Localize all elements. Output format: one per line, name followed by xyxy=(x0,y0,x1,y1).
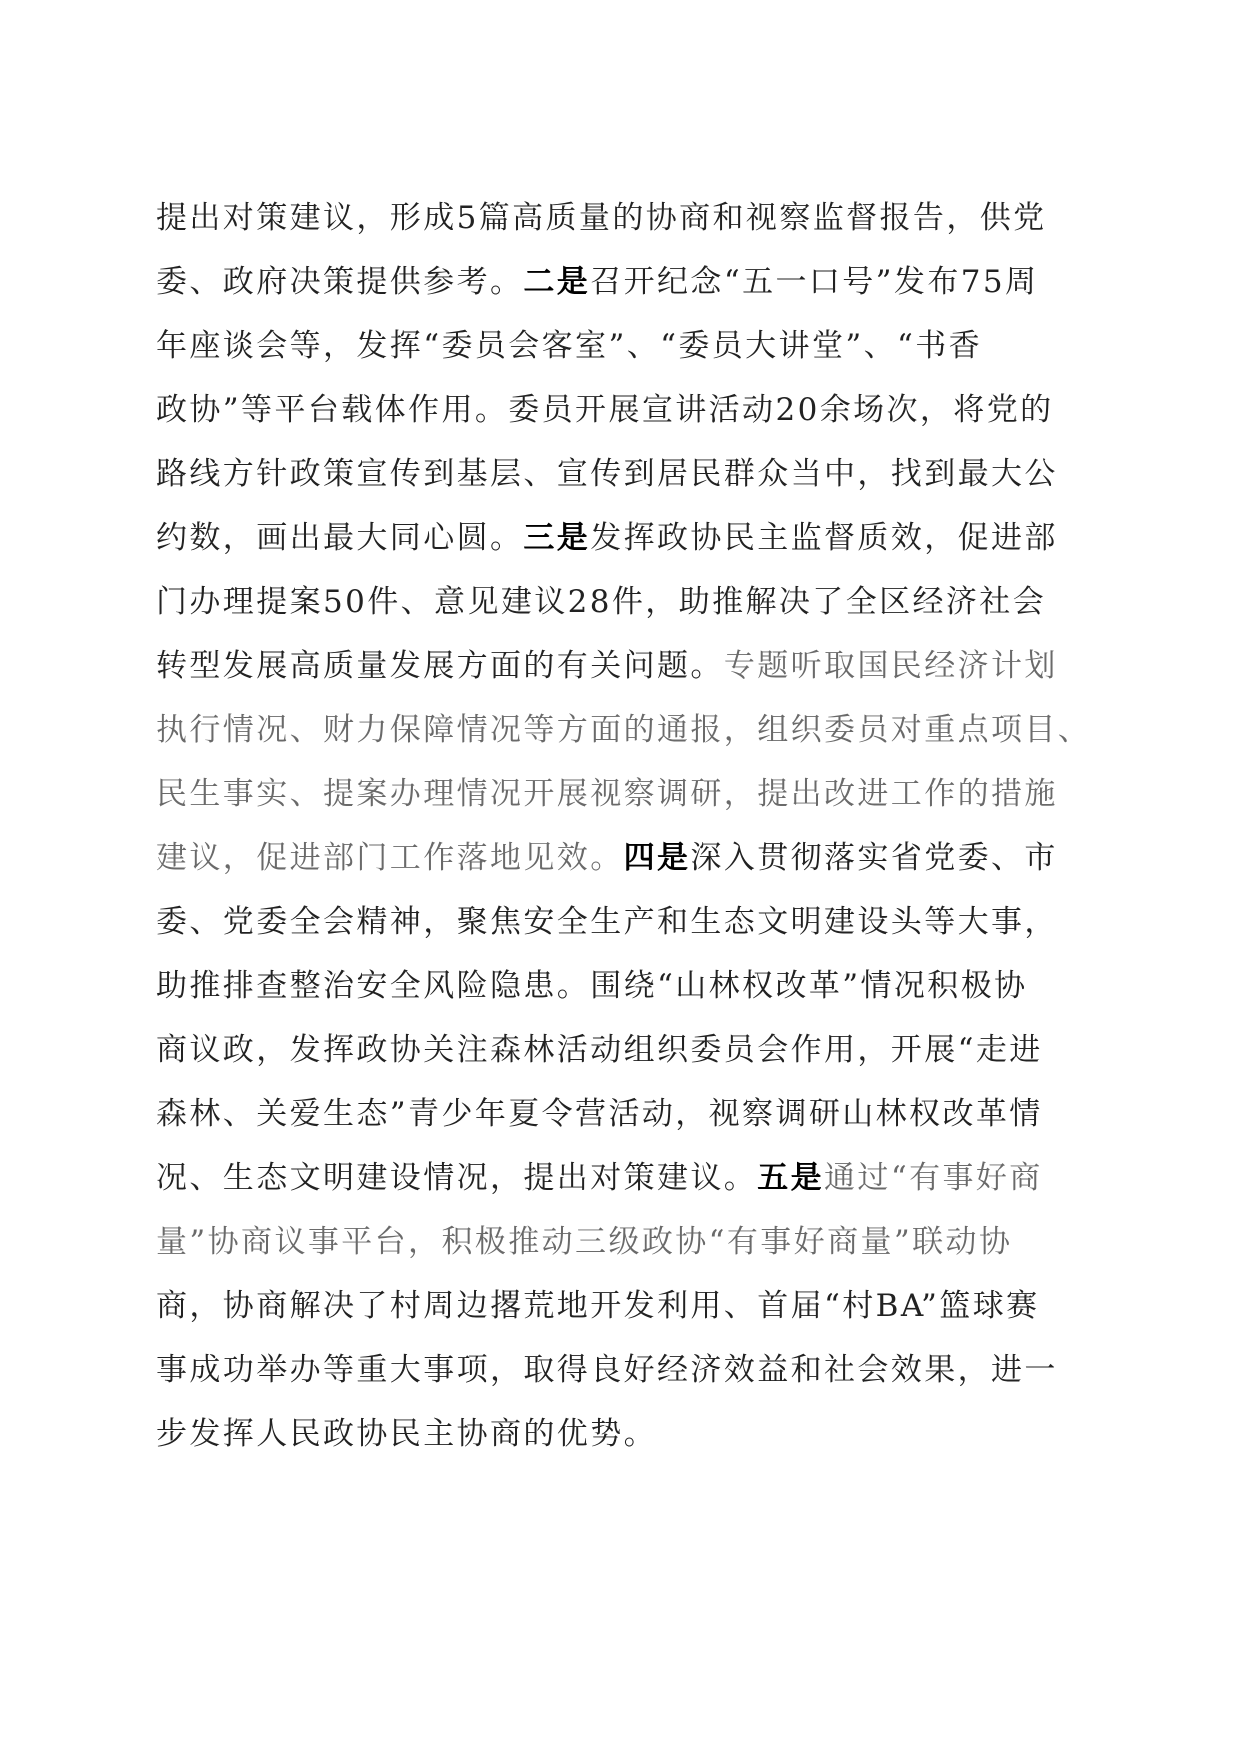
text-segment: 年座谈会等，发挥“委员会客室”、“委员大讲堂”、“书香 xyxy=(156,328,983,364)
text-line xyxy=(156,954,1096,1018)
text-segment: 政协”等平台载体作用。委员开展宣讲活动20余场次，将党的 xyxy=(156,392,1054,428)
body-paragraph xyxy=(156,186,1096,1466)
text-line xyxy=(156,1338,1096,1402)
text-segment: 提出对策建议，形成5篇高质量的协商和视察监督报告，供党 xyxy=(156,200,1047,236)
text-segment: 约数，画出最大同心圆。 xyxy=(156,520,524,556)
text-line xyxy=(156,698,1096,762)
text-segment: 门办理提案50件、意见建议28件，助推解决了全区经济社会 xyxy=(156,584,1047,620)
text-line xyxy=(156,506,1096,570)
text-line xyxy=(156,570,1096,634)
text-segment: 民生事实、提案办理情况开展视察调研，提出改进工作的措施 xyxy=(156,776,1058,812)
emphasis-marker: 四是 xyxy=(623,840,691,876)
text-line xyxy=(156,314,1096,378)
text-segment: 路线方针政策宣传到基层、宣传到居民群众当中，找到最大公 xyxy=(156,456,1058,492)
text-segment: 委、政府决策提供参考。 xyxy=(156,264,524,300)
text-segment: 深入贯彻落实省党委、市 xyxy=(690,840,1058,876)
text-segment: 量”协商议事平台，积极推动三级政协“有事好商量”联动协 xyxy=(156,1224,1013,1260)
text-segment: 建议，促进部门工作落地见效。 xyxy=(156,840,624,876)
text-line xyxy=(156,250,1096,314)
text-line xyxy=(156,762,1096,826)
text-segment: 委、党委全会精神，聚焦安全生产和生态文明建设头等大事， xyxy=(156,904,1058,940)
text-segment: 助推排查整治安全风险隐患。围绕“山林权改革”情况积极协 xyxy=(156,968,1028,1004)
emphasis-marker: 二是 xyxy=(523,264,591,300)
text-line xyxy=(156,1082,1096,1146)
text-line xyxy=(156,442,1096,506)
text-line xyxy=(156,186,1096,250)
text-segment: 况、生态文明建设情况，提出对策建议。 xyxy=(156,1160,758,1196)
text-line xyxy=(156,634,1096,698)
text-segment: 森林、关爱生态”青少年夏令营活动，视察调研山林权改革情 xyxy=(156,1096,1043,1132)
emphasis-marker: 三是 xyxy=(523,520,591,556)
text-line xyxy=(156,890,1096,954)
text-line xyxy=(156,1274,1096,1338)
text-line xyxy=(156,826,1096,890)
text-segment: 专题听取国民经济计划 xyxy=(723,648,1058,684)
text-line xyxy=(156,378,1096,442)
text-segment: 步发挥人民政协民主协商的优势。 xyxy=(156,1416,657,1452)
text-segment: 执行情况、财力保障情况等方面的通报，组织委员对重点项目、 xyxy=(156,712,1092,748)
text-line xyxy=(156,1146,1096,1210)
text-line xyxy=(156,1210,1096,1274)
text-segment: 通过“有事好商 xyxy=(824,1160,1043,1196)
text-line xyxy=(156,1402,1096,1466)
text-segment: 商议政，发挥政协关注森林活动组织委员会作用，开展“走进 xyxy=(156,1032,1043,1068)
text-line xyxy=(156,1018,1096,1082)
emphasis-marker: 五是 xyxy=(757,1160,825,1196)
text-segment: 发挥政协民主监督质效，促进部 xyxy=(590,520,1058,556)
text-segment: 商，协商解决了村周边撂荒地开发利用、首届“村BA”篮球赛 xyxy=(156,1288,1040,1324)
text-segment: 事成功举办等重大事项，取得良好经济效益和社会效果，进一 xyxy=(156,1352,1058,1388)
text-segment: 召开纪念“五一口号”发布75周 xyxy=(590,264,1039,300)
text-segment: 转型发展高质量发展方面的有关问题。 xyxy=(156,648,724,684)
